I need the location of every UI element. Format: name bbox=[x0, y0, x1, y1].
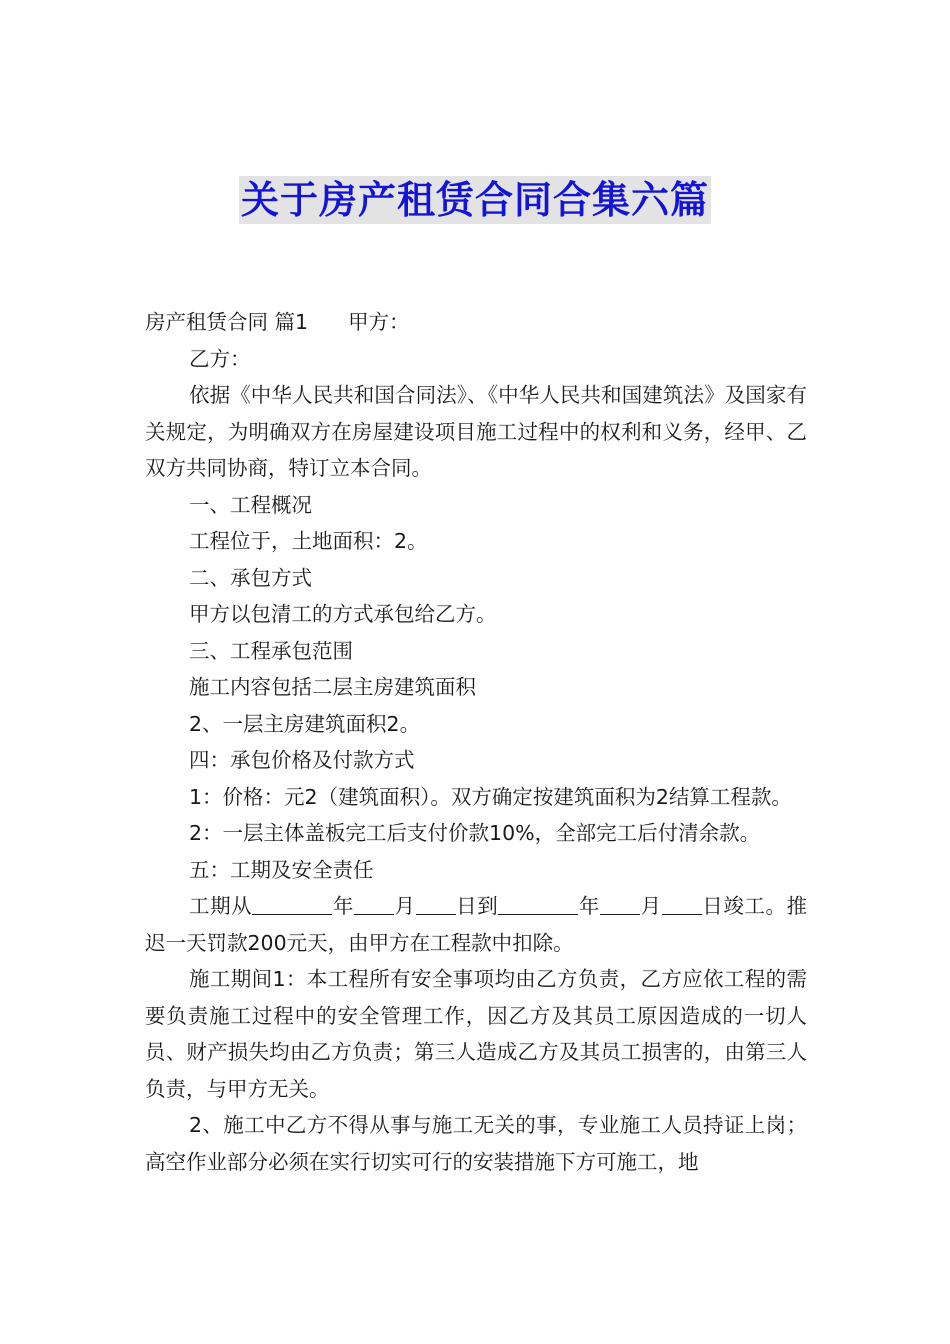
section-1-title: 一、工程概况 bbox=[189, 492, 312, 517]
document-body bbox=[145, 304, 807, 1180]
section-4-text-1: 1：价格：元2（建筑面积）。双方确定按建筑面积为2结算工程款。 bbox=[189, 784, 792, 809]
completion-penalty-text: 日竣工。推迟一天罚款200元天，由甲方在工程款中扣除。 bbox=[145, 894, 808, 955]
blank-field bbox=[416, 892, 456, 915]
section-2-text: 甲方以包清工的方式承包给乙方。 bbox=[189, 602, 497, 626]
year-label: 年 bbox=[578, 894, 601, 918]
section-4-title: 四：承包价格及付款方式 bbox=[189, 748, 415, 772]
blank-field bbox=[498, 892, 578, 915]
party-a-label: 甲方： bbox=[348, 310, 410, 334]
section-1-text: 工程位于，土地面积：2。 bbox=[189, 529, 428, 553]
blank-field bbox=[662, 892, 702, 915]
section-2-title: 二、承包方式 bbox=[189, 565, 312, 590]
section-4-text-2: 2：一层主体盖板完工后支付价款10%，全部完工后付清余款。 bbox=[189, 821, 761, 845]
title-container bbox=[0, 176, 950, 224]
section-5-text-1: 施工期间1：本工程所有安全事项均由乙方负责，乙方应依工程的需要负责施工过程中的安全管理工作，因乙方及其员工原因造成的一切人员、财产损失均由乙方负责；第三人造成乙方及其员工损害的，由第三人负责，与甲方无关。 bbox=[145, 967, 807, 1101]
section-5-period bbox=[145, 888, 807, 961]
party-b-label: 乙方： bbox=[189, 346, 251, 371]
document-title: 关于房产租赁合同合集六篇 bbox=[240, 178, 709, 222]
basis-paragraph: 依据《中华人民共和国合同法》、《中华人民共和国建筑法》及国家有关规定，为明确双方在房屋建设项目施工过程中的权利和义务，经甲、乙双方共同协商，特订立本合同。 bbox=[145, 383, 807, 480]
section-5-text-2: 2、施工中乙方不得从事与施工无关的事，专业施工人员持证上岗；高空作业部分必须在实行切实可行的安装措施下方可施工，地 bbox=[145, 1113, 807, 1174]
blank-field bbox=[600, 892, 640, 915]
heading-line bbox=[145, 304, 807, 341]
month-label: 月 bbox=[640, 894, 662, 918]
section-3-text-2: 2、一层主房建筑面积2。 bbox=[189, 711, 421, 736]
section-5-title: 五：工期及安全责任 bbox=[189, 857, 374, 882]
blank-field bbox=[252, 892, 332, 915]
blank-field bbox=[354, 892, 394, 915]
section-3-title: 三、工程承包范围 bbox=[189, 638, 353, 663]
year-label: 年 bbox=[332, 894, 354, 918]
contract-heading: 房产租赁合同 篇1 bbox=[145, 310, 309, 334]
section-3-text-1: 施工内容包括二层主房建筑面积 bbox=[189, 675, 476, 699]
period-from-label: 工期从 bbox=[189, 894, 253, 918]
day-to-label: 日到 bbox=[455, 894, 499, 918]
month-label: 月 bbox=[393, 894, 416, 918]
